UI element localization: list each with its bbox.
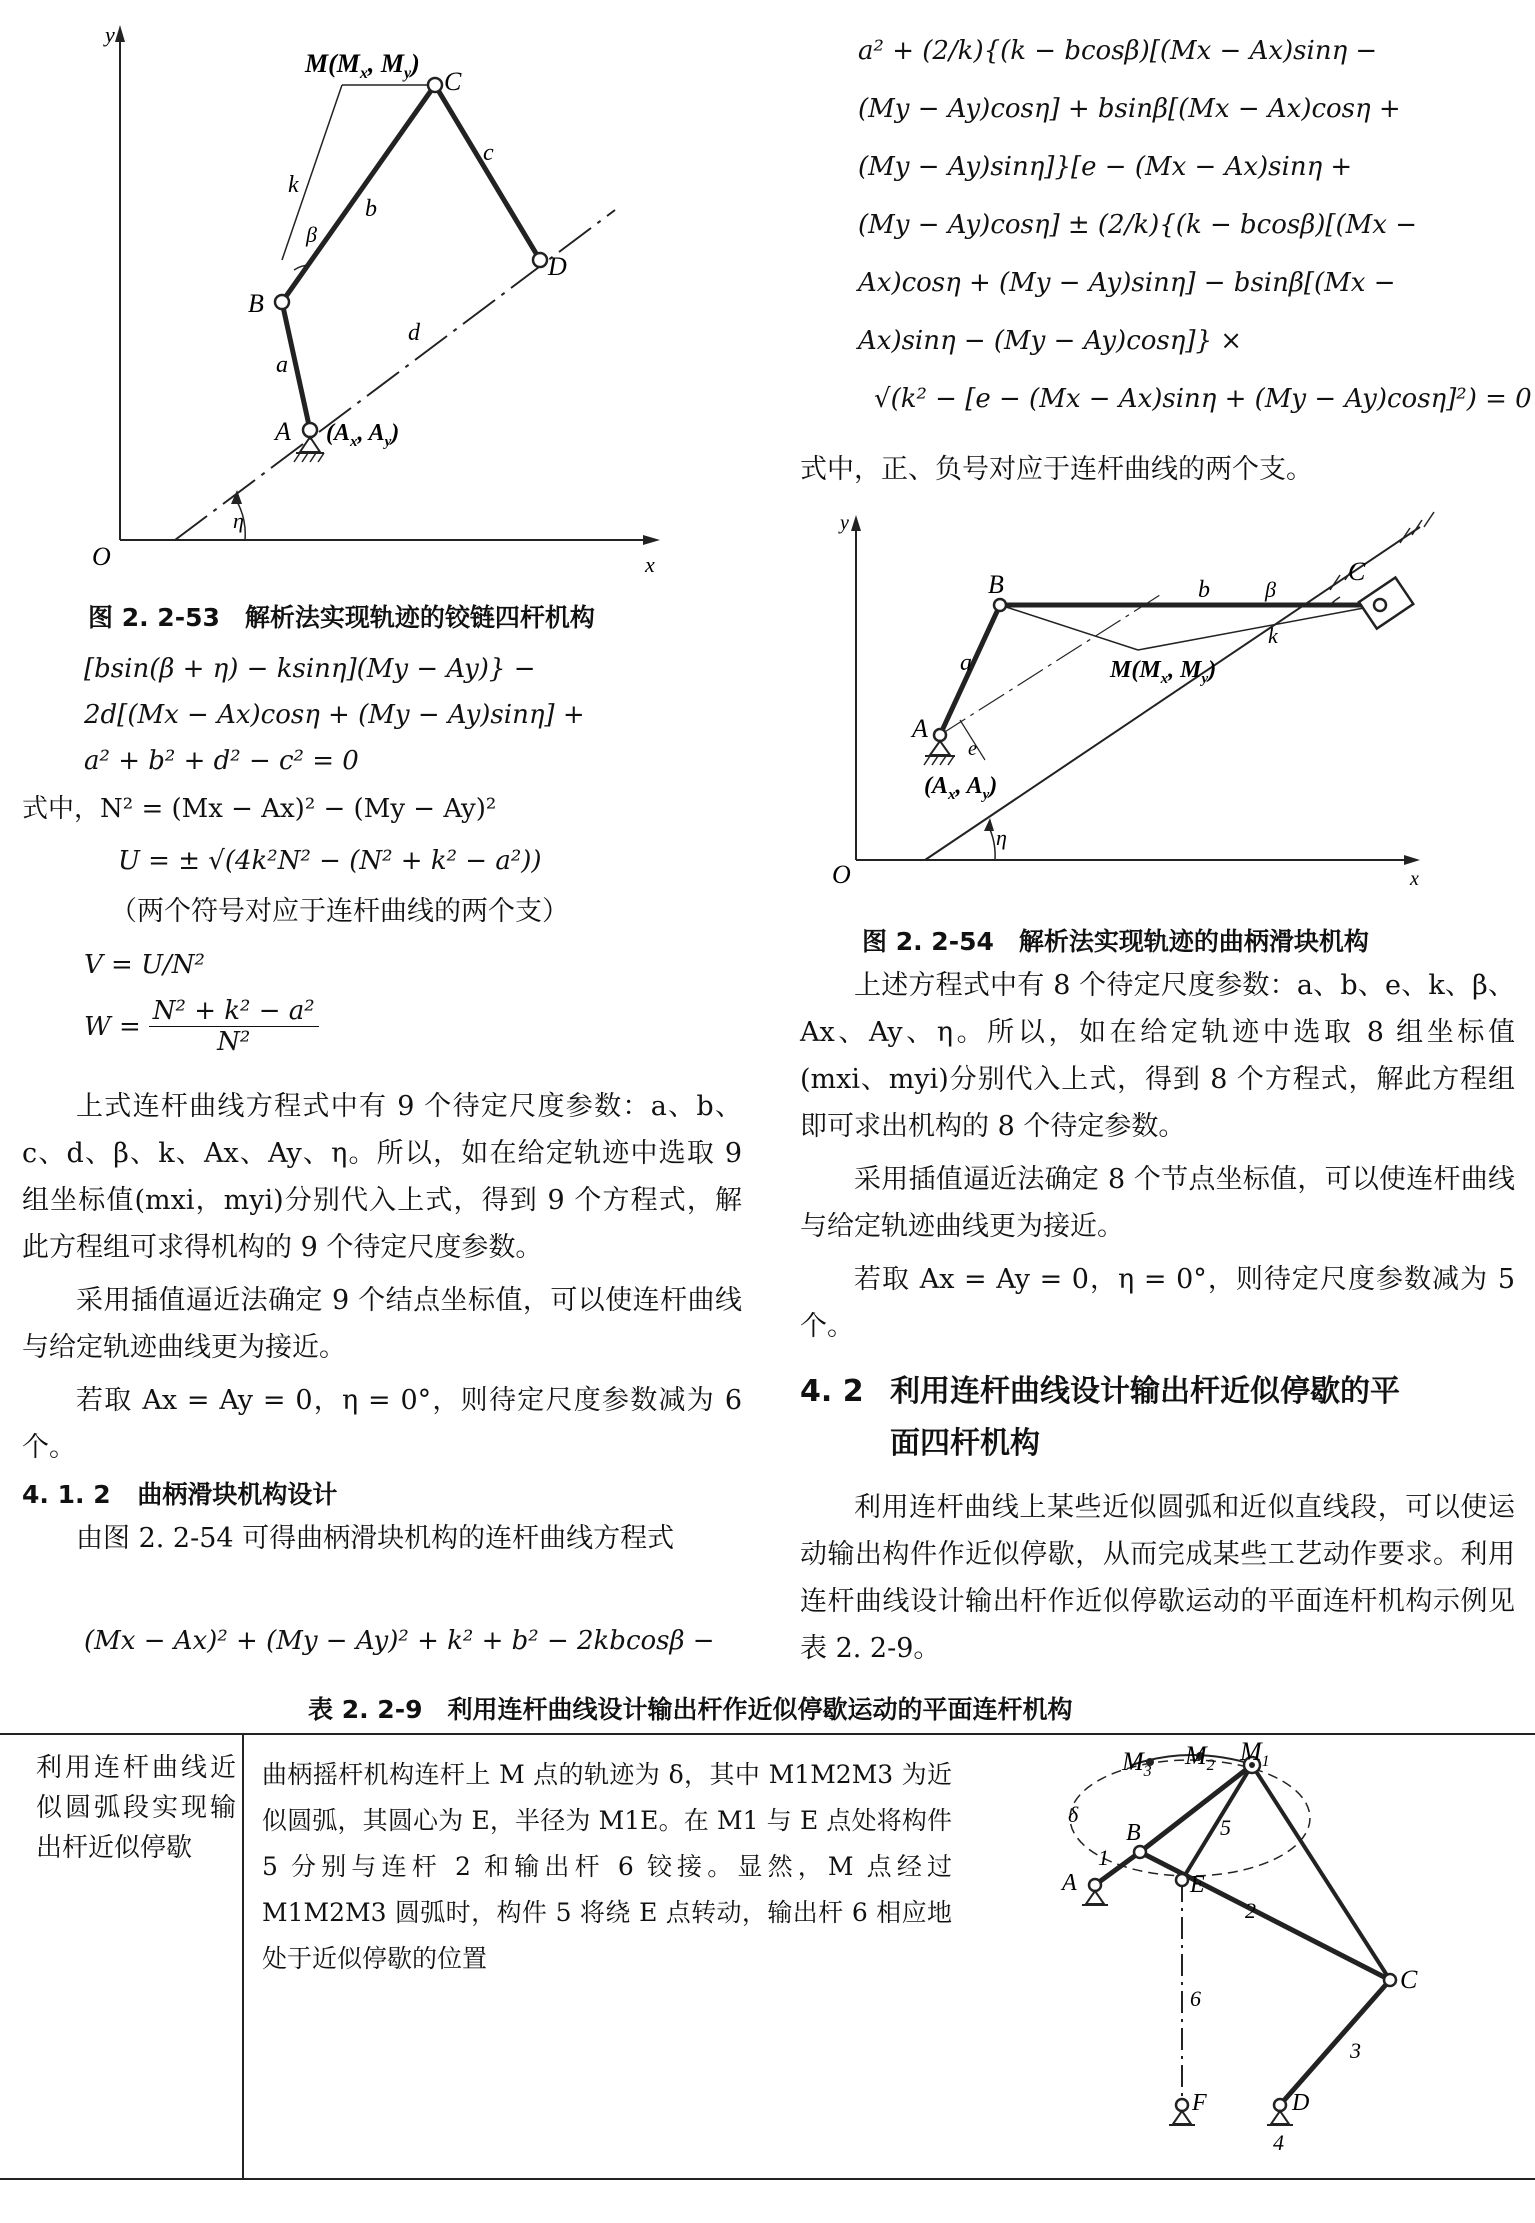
left-para-3: 若取 Ax = Ay = 0，η = 0°，则待定尺度参数减为 6 个。 bbox=[22, 1385, 742, 1463]
origin-label: O bbox=[92, 542, 111, 571]
left-eq-9: (Mx − Ax)² + (My − Ay)² + k² + b² − 2kbcosβ − bbox=[84, 1626, 715, 1656]
eta-label: η bbox=[233, 508, 244, 533]
right-eq-5: Ax)cosη + (My − Ay)sinη] − bsinβ[(Mx − bbox=[858, 268, 1396, 298]
section-heading bbox=[800, 1366, 1515, 1470]
right-eq-6: Ax)sinη − (My − Ay)cosη]} × bbox=[858, 326, 1243, 356]
m-label: $M(M_x$, $M_y$) bbox=[305, 49, 420, 82]
right-note: 式中，正、负号对应于连杆曲线的两个支。 bbox=[800, 454, 1313, 485]
left-para-4: 由图 2. 2-54 可得曲柄滑块机构的连杆曲线方程式 bbox=[76, 1523, 675, 1554]
link-2-label: 2 bbox=[1245, 1898, 1256, 1923]
f-point-label: F bbox=[1192, 2090, 1207, 2116]
m2-label: $M_2$ bbox=[1185, 1741, 1215, 1774]
m-label: $M(M_x$, $M_y$) bbox=[1110, 657, 1217, 687]
right-eq-2: (My − Ay)cosη] + bsinβ[(Mx − Ax)cosη + bbox=[858, 94, 1401, 124]
left-para-1: 上式连杆曲线方程式中有 9 个待定尺度参数：a、b、c、d、β、k、Ax、Ay、η。所以，如在给定轨迹中选取 9 组坐标值(mxi，myi)分别代入上式，得到 9 个方程式，解此方程组可求得机构的 9 个待定尺度参数。 bbox=[22, 1091, 742, 1263]
a-point-label: A bbox=[912, 714, 928, 743]
b-link-label: b bbox=[1198, 577, 1210, 603]
e-label: e bbox=[968, 738, 977, 760]
e-point-label: E bbox=[1190, 1872, 1205, 1898]
right-eq-7: √(k² − [e − (Mx − Ax)sinη + (My − Ay)cosη]²) = 0 bbox=[874, 384, 1532, 414]
table-bottom-rule bbox=[0, 2178, 1535, 2180]
origin-label: O bbox=[832, 860, 851, 889]
right-text-block bbox=[800, 962, 1515, 1672]
link-1-label: 1 bbox=[1098, 1845, 1109, 1870]
table-column-divider bbox=[242, 1735, 244, 2178]
a-point-label: A bbox=[275, 417, 291, 446]
axy-label: ($A_x$, $A_y$) bbox=[326, 420, 400, 450]
link-3-label: 3 bbox=[1350, 2038, 1361, 2063]
figure-2-2-54 bbox=[820, 505, 1460, 905]
table-top-rule bbox=[0, 1733, 1535, 1735]
b-label: b bbox=[365, 196, 377, 222]
left-eq-8 bbox=[84, 996, 319, 1057]
axy-label: ($A_x$, $A_y$) bbox=[924, 773, 998, 803]
left-subheading bbox=[22, 1475, 742, 1515]
eq8-lhs: W = bbox=[84, 1011, 141, 1042]
k-label: k bbox=[1268, 623, 1278, 648]
figure-2-2-53 bbox=[60, 20, 680, 580]
m1-label: $M_1$ bbox=[1240, 1740, 1270, 1770]
b-point-label: B bbox=[248, 289, 264, 318]
a-link-label: a bbox=[276, 352, 288, 378]
section-title-line-2: 面四杆机构 bbox=[890, 1426, 1040, 1461]
beta-label: β bbox=[1265, 577, 1276, 602]
section-number: 4. 2 bbox=[800, 1374, 864, 1409]
a-link-label: a bbox=[960, 650, 972, 676]
right-para-2: 采用插值逼近法确定 8 个节点坐标值，可以使连杆曲线与给定轨迹曲线更为接近。 bbox=[800, 1164, 1515, 1242]
link-5-label: 5 bbox=[1220, 1815, 1231, 1840]
table-cell-description: 曲柄摇杆机构连杆上 M 点的轨迹为 δ，其中 M1M2M3 为近似圆弧，其圆心为 E，半径为 M1E。在 M1 与 E 点处将构件 5 分别与连杆 2 和输出杆 6 铰接。显然，M 点经过 M1M2M3 圆弧时，构件 5 将绕 E 点转动，输出杆 6 相应地处于近似停歇的位置 bbox=[262, 1760, 952, 1973]
section-title-line-1: 利用连杆曲线设计输出杆近似停歇的平 bbox=[890, 1374, 1400, 1409]
y-axis-label: y bbox=[840, 512, 849, 534]
b-point-label: B bbox=[1126, 1820, 1141, 1846]
eq8-denominator: N² bbox=[217, 1027, 251, 1057]
eq8-numerator: N² + k² − a² bbox=[149, 996, 319, 1027]
d-label: d bbox=[408, 320, 420, 346]
k-label: k bbox=[288, 172, 299, 198]
b-point-label: B bbox=[988, 570, 1004, 599]
delta-label: δ bbox=[1068, 1802, 1079, 1827]
left-eq-1: [bsin(β + η) − ksinη](My − Ay)} − bbox=[84, 654, 536, 684]
left-eq-5: U = ± √(4k²N² − (N² + k² − a²)) bbox=[118, 846, 542, 876]
subheading-number: 4. 1. 2 bbox=[22, 1480, 111, 1509]
table-cell-type: 利用连杆曲线近似圆弧段实现输出杆近似停歇 bbox=[36, 1753, 236, 1863]
right-eq-1: a² + (2/k){(k − bcosβ)[(Mx − Ax)sinη − bbox=[858, 36, 1378, 66]
left-eq-7: V = U/N² bbox=[84, 950, 205, 980]
right-para-4: 利用连杆曲线上某些近似圆弧和近似直线段，可以使运动输出构件作近似停歇，从而完成某些工艺动作要求。利用连杆曲线设计输出杆作近似停歇运动的平面连杆机构示例见表 2. 2-9。 bbox=[800, 1492, 1515, 1664]
link-6-label: 6 bbox=[1190, 1986, 1201, 2011]
subheading-title: 曲柄滑块机构设计 bbox=[137, 1480, 338, 1509]
x-axis-label: x bbox=[1410, 868, 1419, 890]
link-4-label: 4 bbox=[1273, 2130, 1284, 2155]
table-2-2-9-caption: 表 2. 2-9 利用连杆曲线设计输出杆作近似停歇运动的平面连杆机构 bbox=[308, 1695, 1073, 1724]
left-text-block bbox=[22, 1083, 742, 1562]
left-eq-3: a² + b² + d² − c² = 0 bbox=[84, 746, 359, 776]
c-link-label: c bbox=[483, 140, 494, 166]
figure-2-2-54-caption: 图 2. 2-54 解析法实现轨迹的曲柄滑块机构 bbox=[862, 927, 1369, 956]
c-label: C bbox=[444, 67, 462, 96]
beta-label: β bbox=[306, 222, 317, 247]
left-eq-4: 式中，N² = (Mx − Ax)² − (My − Ay)² bbox=[22, 794, 497, 824]
d-point-label: D bbox=[1292, 2090, 1310, 2116]
right-para-1: 上述方程式中有 8 个待定尺度参数：a、b、e、k、β、Ax、Ay、η。所以，如在给定轨迹中选取 8 组坐标值(mxi、myi)分别代入上式，得到 8 个方程式，解此方程组即可求出机构的 8 个待定参数。 bbox=[800, 970, 1515, 1142]
a-point-label: A bbox=[1062, 1870, 1077, 1896]
right-para-3: 若取 Ax = Ay = 0，η = 0°，则待定尺度参数减为 5 个。 bbox=[800, 1264, 1515, 1342]
c-point-label: C bbox=[1348, 557, 1366, 586]
right-eq-4: (My − Ay)cosη] ± (2/k){(k − bcosβ)[(Mx − bbox=[858, 210, 1418, 240]
left-para-2: 采用插值逼近法确定 9 个结点坐标值，可以使连杆曲线与给定轨迹曲线更为接近。 bbox=[22, 1285, 742, 1363]
d-point-label: D bbox=[548, 252, 567, 281]
y-axis-label: y bbox=[105, 22, 115, 47]
c-point-label: C bbox=[1400, 1965, 1418, 1994]
table-2-2-9-figure bbox=[1040, 1740, 1500, 2170]
x-axis-label: x bbox=[645, 552, 655, 577]
eta-label: η bbox=[996, 825, 1007, 850]
figure-2-2-53-caption: 图 2. 2-53 解析法实现轨迹的铰链四杆机构 bbox=[88, 603, 595, 632]
left-eq-2: 2d[(Mx − Ax)cosη + (My − Ay)sinη] + bbox=[84, 700, 585, 730]
right-eq-3: (My − Ay)sinη]}[e − (Mx − Ax)sinη + bbox=[858, 152, 1353, 182]
right-equations bbox=[858, 22, 1532, 428]
left-eq-6: （两个符号对应于连杆曲线的两个支） bbox=[110, 896, 569, 927]
m3-label: $M_3$ bbox=[1122, 1747, 1152, 1780]
